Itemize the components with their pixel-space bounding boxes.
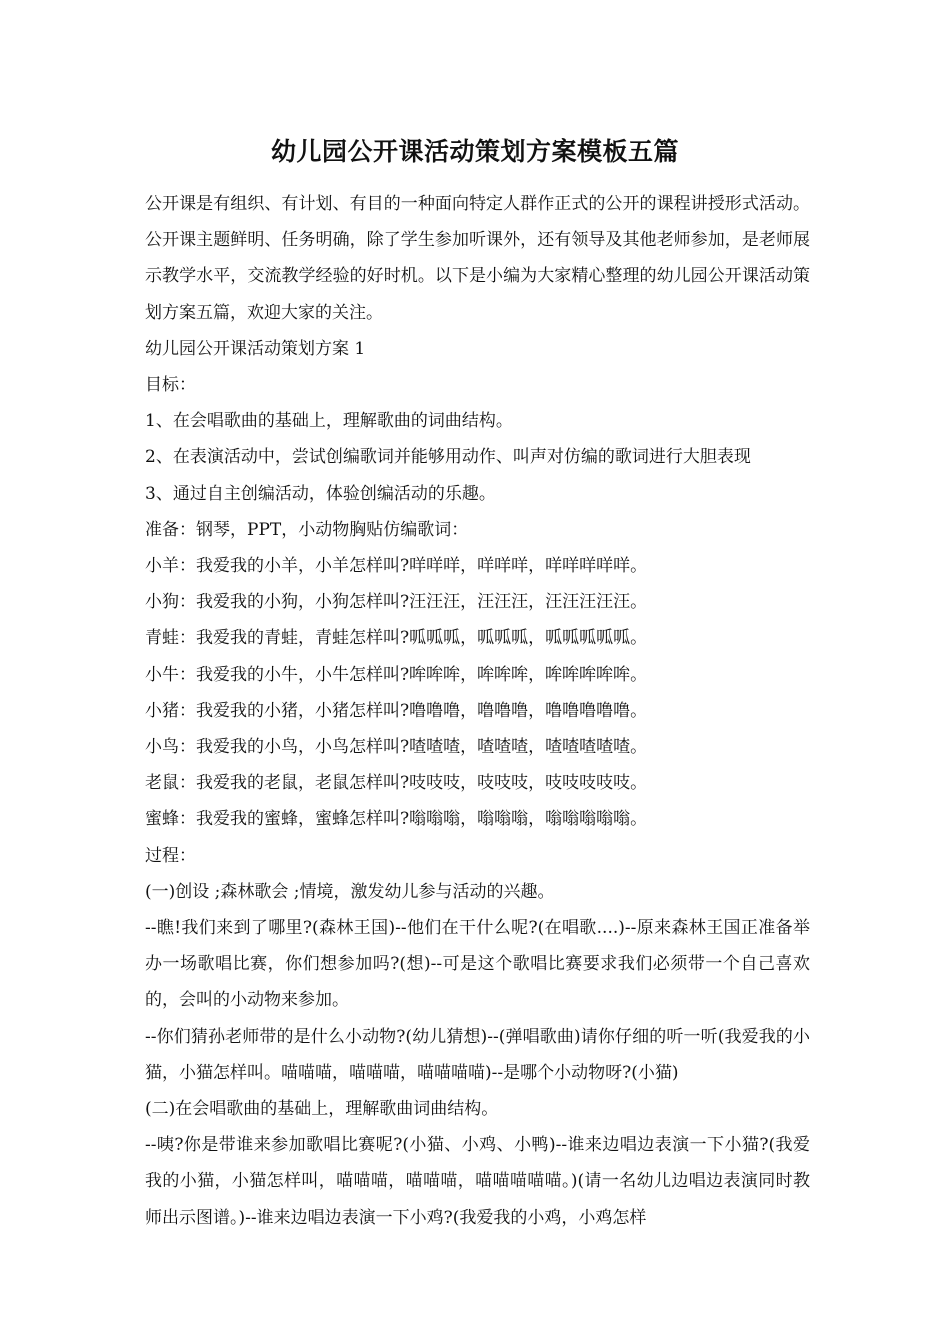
document-body — [145, 186, 810, 1236]
process-paragraph: --你们猜孙老师带的是什么小动物?(幼儿猜想)--(弹唱歌曲)请你仔细的听一听(我爱我的小猫，小猫怎样叫。喵喵喵，喵喵喵，喵喵喵喵)--是哪个小动物呀?(小猫) — [145, 1026, 810, 1083]
goal-item: 1、在会唱歌曲的基础上，理解歌曲的词曲结构。 — [145, 411, 513, 432]
goal-item: 2、在表演活动中，尝试创编歌词并能够用动作、叫声对仿编的歌词进行大胆表现 — [145, 447, 751, 468]
process-step: (二)在会唱歌曲的基础上，理解歌曲词曲结构。 — [145, 1099, 499, 1120]
process-label: 过程： — [145, 845, 196, 866]
process-step: (一)创设 ;森林歌会 ;情境，激发幼儿参与活动的兴趣。 — [145, 881, 555, 902]
lyric-line: 青蛙：我爱我的青蛙，青蛙怎样叫?呱呱呱，呱呱呱，呱呱呱呱呱。 — [145, 628, 648, 649]
lyric-line: 老鼠：我爱我的老鼠，老鼠怎样叫?吱吱吱，吱吱吱，吱吱吱吱吱。 — [145, 773, 648, 794]
goals-label: 目标： — [145, 375, 196, 396]
lyric-line: 小猪：我爱我的小猪，小猪怎样叫?噜噜噜，噜噜噜，噜噜噜噜噜。 — [145, 700, 648, 721]
lyric-line: 小狗：我爱我的小狗，小狗怎样叫?汪汪汪，汪汪汪，汪汪汪汪汪。 — [145, 592, 648, 613]
lyric-line: 小鸟：我爱我的小鸟，小鸟怎样叫?喳喳喳，喳喳喳，喳喳喳喳喳。 — [145, 737, 648, 758]
section-heading: 幼儿园公开课活动策划方案 1 — [145, 338, 366, 359]
process-paragraph: --咦?你是带谁来参加歌唱比赛呢?(小猫、小鸡、小鸭)--谁来边唱边表演一下小猫?(我爱我的小猫，小猫怎样叫，喵喵喵，喵喵喵，喵喵喵喵喵。)(请一名幼儿边唱边表演同时教师出示图谱。)--谁来边唱边表演一下小鸡?(我爱我的小鸡，小鸡怎样 — [145, 1135, 810, 1228]
process-paragraph: --瞧!我们来到了哪里?(森林王国)--他们在干什么呢?(在唱歌....)--原来森林王国正准备举办一场歌唱比赛，你们想参加吗?(想)--可是这个歌唱比赛要求我们必须带一个自己喜欢的，会叫的小动物来参加。 — [145, 918, 810, 1011]
intro-paragraph: 公开课是有组织、有计划、有目的一种面向特定人群作正式的公开的课程讲授形式活动。公开课主题鲜明、任务明确，除了学生参加听课外，还有领导及其他老师参加，是老师展示教学水平，交流教学经验的好时机。以下是小编为大家精心整理的幼儿园公开课活动策划方案五篇，欢迎大家的关注。 — [145, 194, 810, 323]
lyric-line: 蜜蜂：我爱我的蜜蜂，蜜蜂怎样叫?嗡嗡嗡，嗡嗡嗡，嗡嗡嗡嗡嗡。 — [145, 809, 648, 830]
lyric-line: 小羊：我爱我的小羊，小羊怎样叫?咩咩咩，咩咩咩，咩咩咩咩咩。 — [145, 556, 648, 577]
page-title: 幼儿园公开课活动策划方案模板五篇 — [270, 137, 679, 166]
lyric-line: 小牛：我爱我的小牛，小牛怎样叫?哞哞哞，哞哞哞，哞哞哞哞哞。 — [145, 664, 648, 685]
goal-item: 3、通过自主创编活动，体验创编活动的乐趣。 — [145, 483, 496, 504]
preparation-line: 准备：钢琴，PPT，小动物胸贴仿编歌词： — [145, 519, 469, 540]
